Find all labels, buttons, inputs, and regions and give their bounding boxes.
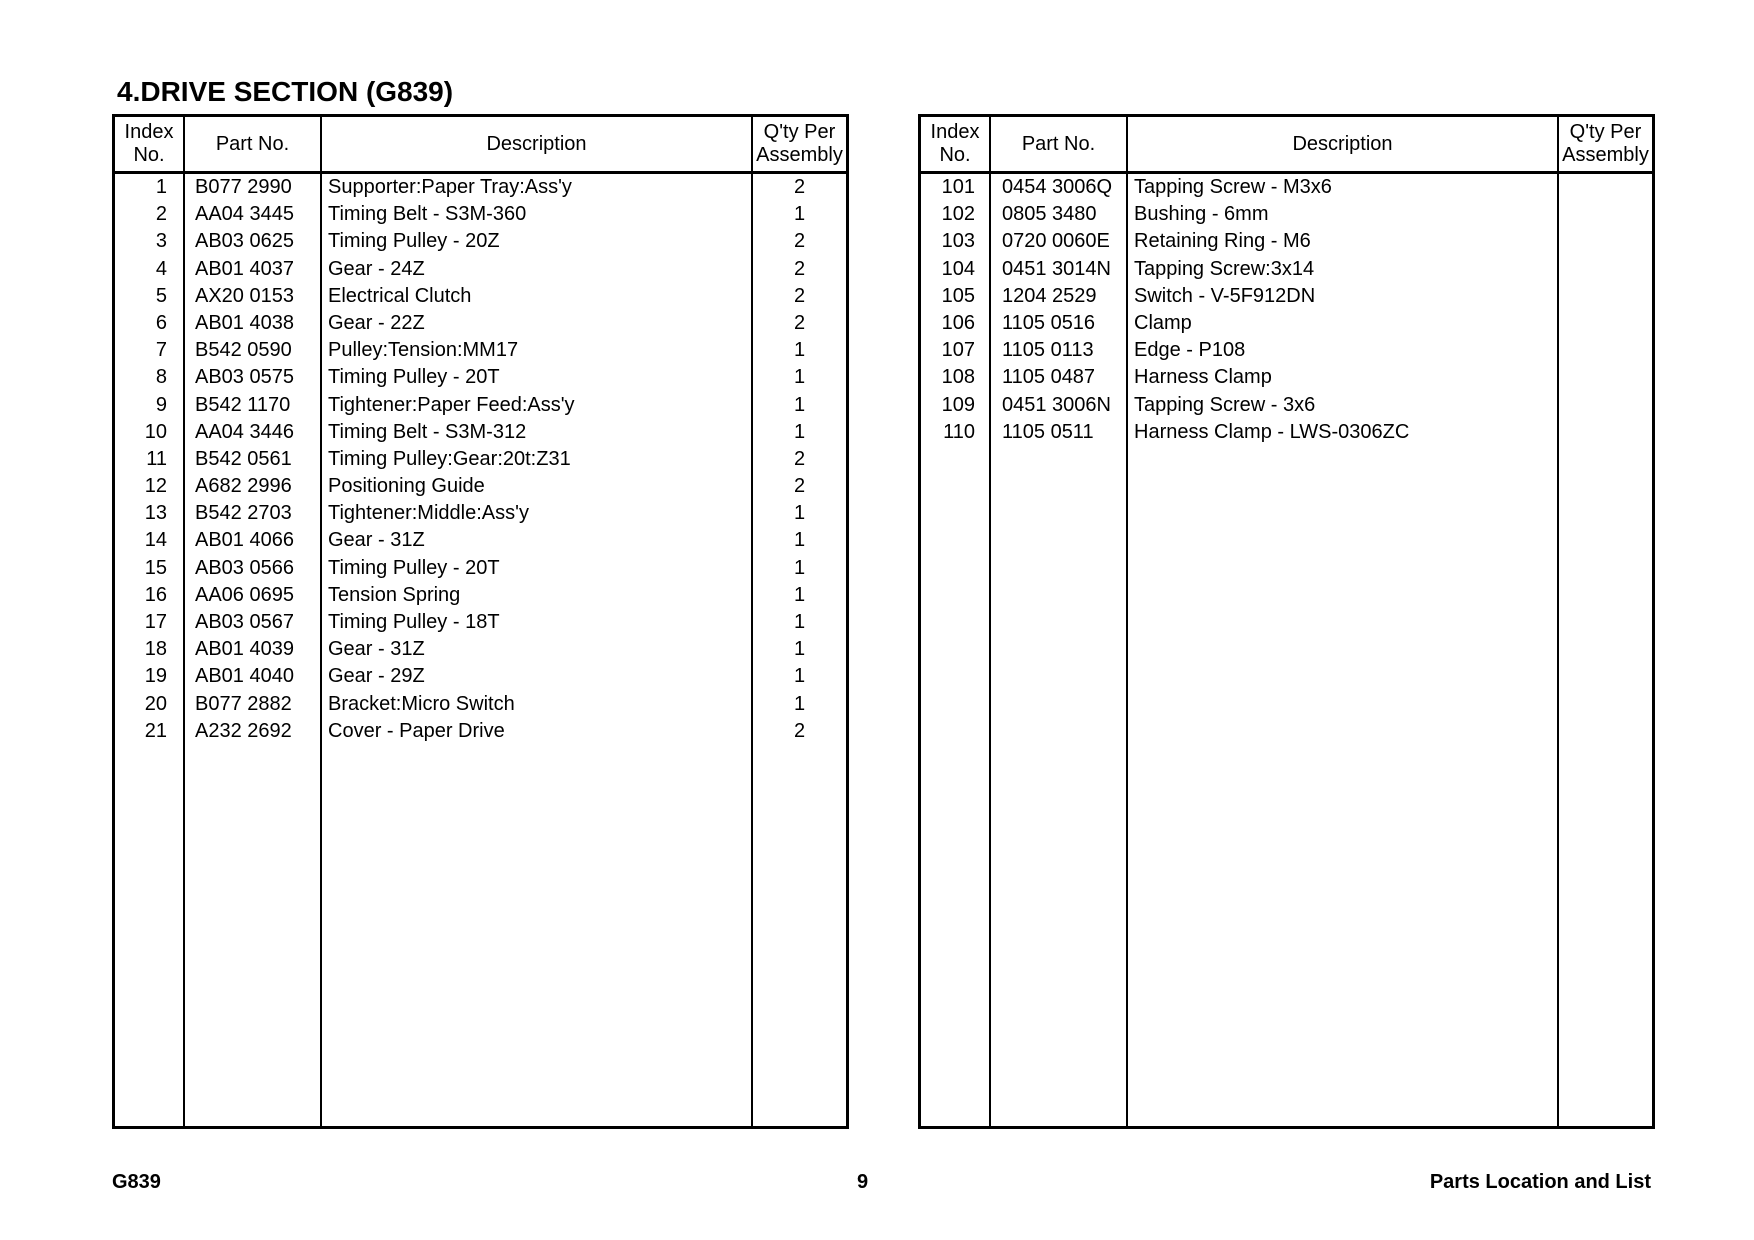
row-description: Bushing - 6mm [1134,203,1269,226]
row-description: Timing Pulley:Gear:20t:Z31 [328,447,571,470]
row-index: 1 [155,176,167,198]
table-row [115,663,846,690]
row-part-number: A232 2692 [195,719,292,742]
row-description: Electrical Clutch [328,284,472,307]
row-index: 101 [941,176,975,198]
row-index: 102 [941,203,975,226]
table-body [115,174,846,745]
row-description: Timing Pulley - 20T [328,556,500,579]
table-body [921,174,1652,446]
table-row [115,364,846,391]
table-row [921,201,1652,228]
row-index: 16 [144,583,167,606]
row-index: 104 [941,257,975,280]
row-part-number: B077 2990 [195,176,292,198]
row-quantity: 1 [793,665,806,688]
row-part-number: 0805 3480 [1002,203,1097,226]
header-index: Index No. [930,121,980,166]
table-row [115,636,846,663]
row-part-number: AA04 3445 [195,203,294,226]
row-part-number: AX20 0153 [195,284,294,307]
row-description: Tapping Screw:3x14 [1134,257,1315,280]
table-row [115,337,846,364]
table-row [115,283,846,310]
row-part-number: B542 0561 [195,447,292,470]
row-index: 105 [941,284,975,307]
table-row [115,609,846,636]
row-part-number: B542 1170 [195,393,291,416]
header-index: Index No. [124,121,174,166]
footer-page-number: 9 [857,1171,869,1193]
row-description: Gear - 31Z [328,529,425,552]
table-row [921,337,1652,364]
row-part-number: AB01 4066 [195,529,294,552]
row-quantity: 2 [793,719,806,742]
row-description: Tightener:Middle:Ass'y [328,502,529,525]
row-part-number: AB03 0625 [195,230,294,253]
footer-section-name: Parts Location and List [1429,1171,1651,1193]
row-part-number: 1105 0511 [1002,420,1094,443]
row-index: 13 [144,502,167,525]
row-quantity: 1 [793,339,806,362]
row-index: 107 [941,339,975,362]
table-row [921,174,1652,201]
row-quantity: 2 [793,230,806,253]
table-row [921,228,1652,255]
row-quantity: 1 [793,366,806,389]
row-part-number: AB01 4037 [195,257,294,280]
row-part-number: 1204 2529 [1002,284,1097,307]
row-description: Timing Pulley - 20Z [328,230,500,253]
row-part-number: 1105 0516 [1002,311,1096,334]
row-index: 108 [941,366,975,389]
parts-table-left [112,114,849,1129]
row-quantity: 1 [793,203,806,226]
row-index: 12 [144,475,167,498]
row-description: Tightener:Paper Feed:Ass'y [328,393,575,416]
table-row [921,283,1652,310]
table-row [115,201,846,228]
row-index: 3 [155,230,167,253]
header-part-no: Part No. [215,132,290,155]
header-description: Description [486,132,587,155]
footer-model-code: G839 [112,1171,161,1193]
row-part-number: AB03 0566 [195,556,294,579]
row-quantity: 2 [793,475,806,498]
table-row [921,364,1652,391]
row-index: 4 [155,257,167,280]
row-description: Harness Clamp - LWS-0306ZC [1134,420,1410,443]
row-description: Gear - 24Z [328,257,425,280]
row-description: Supporter:Paper Tray:Ass'y [328,176,572,198]
row-description: Timing Pulley - 20T [328,366,500,389]
row-part-number: AB03 0575 [195,366,294,389]
row-part-number: 1105 0487 [1002,366,1096,389]
row-quantity: 1 [793,502,806,525]
row-index: 19 [144,665,167,688]
row-quantity: 1 [793,583,806,606]
row-part-number: AB03 0567 [195,611,294,633]
row-description: Gear - 29Z [328,665,425,688]
row-index: 7 [155,339,167,362]
row-part-number: 0451 3006N [1002,393,1111,416]
table-row [115,473,846,500]
row-index: 2 [155,203,167,226]
row-index: 10 [144,420,167,443]
row-index: 21 [144,719,167,742]
section-title: 4.DRIVE SECTION (G839) [117,76,454,107]
table-row [115,500,846,527]
row-part-number: B542 2703 [195,502,292,525]
row-index: 106 [941,311,975,334]
row-quantity: 2 [793,284,806,307]
row-quantity: 1 [793,692,806,715]
row-index: 17 [144,611,167,633]
row-description: Retaining Ring - M6 [1134,230,1311,253]
row-part-number: AB01 4040 [195,665,294,688]
table-row [115,310,846,337]
table-row [115,392,846,419]
row-index: 5 [155,284,167,307]
table-row [115,555,846,582]
row-index: 110 [943,420,975,443]
row-quantity: 2 [793,257,806,280]
table-row [115,691,846,718]
row-index: 15 [144,556,167,579]
row-index: 9 [155,393,167,416]
table-row [115,718,846,745]
table-row [921,310,1652,337]
row-description: Tapping Screw - M3x6 [1134,176,1332,198]
table-row [115,419,846,446]
table-row [115,446,846,473]
row-index: 103 [941,230,975,253]
row-index: 18 [144,638,167,661]
table-header [921,117,1652,174]
row-description: Timing Belt - S3M-360 [328,203,527,226]
row-part-number: AB01 4039 [195,638,294,661]
header-qty-per-assembly: Q'ty Per Assembly [1562,121,1649,166]
header-qty-per-assembly: Q'ty Per Assembly [756,121,843,166]
table-row [115,582,846,609]
table-row [921,419,1652,446]
table-header [115,117,846,174]
table-row [921,392,1652,419]
row-part-number: 0720 0060E [1002,230,1110,253]
row-description: Clamp [1134,311,1192,334]
row-description: Harness Clamp [1134,366,1272,389]
row-quantity: 1 [793,638,806,661]
row-index: 14 [144,529,167,552]
row-index: 8 [155,366,167,389]
table-row [921,256,1652,283]
header-description: Description [1292,132,1393,155]
table-row [115,228,846,255]
row-description: Edge - P108 [1134,339,1246,362]
row-quantity: 1 [793,556,806,579]
table-row [115,256,846,283]
row-quantity: 2 [793,311,806,334]
row-description: Timing Belt - S3M-312 [328,420,527,443]
row-index: 109 [941,393,975,416]
row-description: Timing Pulley - 18T [328,611,500,633]
row-part-number: A682 2996 [195,475,292,498]
row-quantity: 1 [793,611,806,633]
row-part-number: AB01 4038 [195,311,294,334]
row-description: Positioning Guide [328,475,485,498]
row-quantity: 2 [793,176,806,198]
row-part-number: AA06 0695 [195,583,294,606]
row-part-number: B542 0590 [195,339,292,362]
row-part-number: AA04 3446 [195,420,294,443]
row-part-number: 1105 0113 [1002,339,1094,362]
table-row [115,174,846,201]
row-description: Cover - Paper Drive [328,719,505,742]
row-index: 20 [144,692,167,715]
row-quantity: 1 [793,529,806,552]
row-part-number: B077 2882 [195,692,292,715]
row-part-number: 0451 3014N [1002,257,1111,280]
row-quantity: 1 [793,420,806,443]
row-part-number: 0454 3006Q [1002,176,1113,198]
row-description: Gear - 31Z [328,638,425,661]
row-index: 6 [155,311,167,334]
table-row [115,527,846,554]
row-description: Tapping Screw - 3x6 [1134,393,1316,416]
row-quantity: 1 [793,393,806,416]
parts-table-right [918,114,1655,1129]
row-description: Switch - V-5F912DN [1134,284,1316,307]
row-description: Pulley:Tension:MM17 [328,339,519,362]
row-description: Bracket:Micro Switch [328,692,515,715]
row-description: Gear - 22Z [328,311,425,334]
row-description: Tension Spring [328,583,461,606]
row-index: 11 [146,447,167,470]
header-part-no: Part No. [1021,132,1096,155]
row-quantity: 2 [793,447,806,470]
